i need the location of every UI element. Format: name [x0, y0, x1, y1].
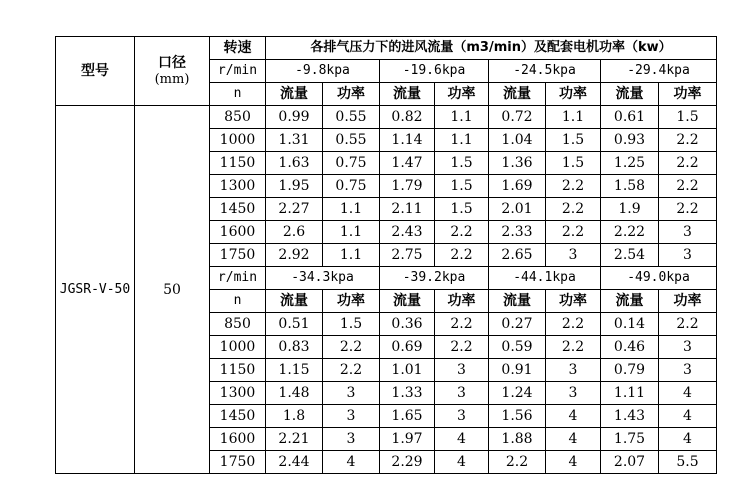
speed-cell: 1150 [210, 152, 266, 175]
flow-cell: 0.79 [601, 359, 659, 382]
power-header: 功率 [659, 290, 717, 313]
flow-cell: 1.8 [266, 405, 323, 428]
flow-cell: 1.36 [489, 152, 546, 175]
flow-cell: 1.24 [489, 382, 546, 405]
power-cell: 3 [546, 244, 601, 267]
flow-cell: 2.27 [266, 198, 323, 221]
power-cell: 3 [659, 359, 717, 382]
pressure-header: -19.6kpa [380, 60, 489, 83]
power-cell: 4 [546, 451, 601, 474]
power-cell: 4 [546, 405, 601, 428]
power-cell: 0.55 [323, 106, 380, 129]
power-cell: 4 [659, 428, 717, 451]
power-cell: 4 [323, 451, 380, 474]
power-cell: 2.2 [435, 221, 489, 244]
flow-header: 流量 [380, 83, 435, 106]
power-cell: 3 [659, 336, 717, 359]
flow-cell: 1.15 [266, 359, 323, 382]
flow-header: 流量 [601, 83, 659, 106]
flow-cell: 0.72 [489, 106, 546, 129]
flow-cell: 1.9 [601, 198, 659, 221]
power-cell: 4 [659, 405, 717, 428]
flow-cell: 0.99 [266, 106, 323, 129]
power-cell: 5.5 [659, 451, 717, 474]
flow-cell: 2.6 [266, 221, 323, 244]
flow-cell: 0.59 [489, 336, 546, 359]
power-header: 功率 [435, 290, 489, 313]
pressure-header: -34.3kpa [266, 267, 380, 290]
table-body [56, 37, 717, 474]
flow-cell: 0.36 [380, 313, 435, 336]
flow-cell: 1.04 [489, 129, 546, 152]
power-cell: 3 [435, 382, 489, 405]
power-cell: 0.55 [323, 129, 380, 152]
speed-cell: 1300 [210, 175, 266, 198]
power-cell: 3 [435, 405, 489, 428]
flow-cell: 1.75 [601, 428, 659, 451]
power-cell: 1.5 [435, 175, 489, 198]
rmin-label: r/min [210, 267, 266, 290]
flow-cell: 2.2 [489, 451, 546, 474]
power-cell: 2.2 [323, 336, 380, 359]
flow-cell: 1.63 [266, 152, 323, 175]
power-cell: 1.1 [435, 106, 489, 129]
power-cell: 2.2 [323, 359, 380, 382]
flow-cell: 2.33 [489, 221, 546, 244]
power-cell: 3 [659, 244, 717, 267]
power-cell: 1.1 [323, 198, 380, 221]
flow-cell: 0.27 [489, 313, 546, 336]
power-cell: 3 [546, 382, 601, 405]
flow-cell: 0.61 [601, 106, 659, 129]
flow-header: 流量 [380, 290, 435, 313]
flow-cell: 0.91 [489, 359, 546, 382]
flow-cell: 2.44 [266, 451, 323, 474]
bore-value: 50 [135, 106, 210, 474]
power-cell: 2.2 [546, 313, 601, 336]
power-cell: 4 [546, 428, 601, 451]
power-cell: 2.2 [659, 198, 717, 221]
speed-cell: 850 [210, 106, 266, 129]
power-cell: 1.1 [323, 244, 380, 267]
n-label: n [210, 83, 266, 106]
speed-header: 转速 [210, 37, 266, 60]
power-cell: 3 [323, 428, 380, 451]
power-cell: 1.5 [435, 152, 489, 175]
speed-cell: 1750 [210, 244, 266, 267]
flow-cell: 0.51 [266, 313, 323, 336]
power-cell: 2.2 [435, 313, 489, 336]
flow-cell: 1.11 [601, 382, 659, 405]
flow-cell: 1.69 [489, 175, 546, 198]
flow-cell: 1.56 [489, 405, 546, 428]
power-cell: 2.2 [435, 244, 489, 267]
power-cell: 1.5 [323, 313, 380, 336]
bore-unit: (mm) [154, 71, 190, 87]
speed-cell: 1000 [210, 336, 266, 359]
pressure-header: -49.0kpa [601, 267, 717, 290]
pressure-header: -9.8kpa [266, 60, 380, 83]
header-row-1 [56, 37, 717, 60]
flow-cell: 0.83 [266, 336, 323, 359]
power-cell: 2.2 [546, 198, 601, 221]
power-cell: 2.2 [659, 129, 717, 152]
speed-cell: 1150 [210, 359, 266, 382]
speed-cell: 1600 [210, 221, 266, 244]
table-title: 各排气压力下的进风流量（m3/min）及配套电机功率（kw） [266, 37, 717, 60]
flow-cell: 2.43 [380, 221, 435, 244]
flow-cell: 1.95 [266, 175, 323, 198]
flow-cell: 2.92 [266, 244, 323, 267]
power-cell: 1.1 [435, 129, 489, 152]
bore-label: 口径 [158, 54, 186, 71]
power-header: 功率 [435, 83, 489, 106]
pressure-header: -24.5kpa [489, 60, 601, 83]
flow-cell: 2.54 [601, 244, 659, 267]
power-cell: 1.1 [546, 106, 601, 129]
flow-cell: 1.43 [601, 405, 659, 428]
power-cell: 4 [435, 451, 489, 474]
rmin-label: r/min [210, 60, 266, 83]
model-header: 型号 [56, 37, 135, 106]
power-cell: 1.1 [323, 221, 380, 244]
power-cell: 2.2 [435, 336, 489, 359]
flow-cell: 2.01 [489, 198, 546, 221]
power-header: 功率 [323, 83, 380, 106]
fan-spec-table [55, 36, 717, 474]
flow-header: 流量 [601, 290, 659, 313]
speed-cell: 850 [210, 313, 266, 336]
flow-cell: 0.14 [601, 313, 659, 336]
power-cell: 2.2 [546, 175, 601, 198]
power-cell: 3 [546, 359, 601, 382]
speed-cell: 1000 [210, 129, 266, 152]
flow-header: 流量 [266, 290, 323, 313]
power-cell: 1.5 [546, 129, 601, 152]
speed-cell: 1450 [210, 198, 266, 221]
flow-cell: 2.22 [601, 221, 659, 244]
n-label: n [210, 290, 266, 313]
power-header: 功率 [659, 83, 717, 106]
power-cell: 0.75 [323, 175, 380, 198]
flow-cell: 0.82 [380, 106, 435, 129]
power-cell: 2.2 [659, 313, 717, 336]
flow-cell: 0.46 [601, 336, 659, 359]
pressure-header: -29.4kpa [601, 60, 717, 83]
power-cell: 4 [435, 428, 489, 451]
power-cell: 2.2 [659, 152, 717, 175]
speed-cell: 1600 [210, 428, 266, 451]
power-cell: 3 [323, 405, 380, 428]
flow-cell: 1.79 [380, 175, 435, 198]
power-cell: 3 [659, 221, 717, 244]
flow-cell: 1.33 [380, 382, 435, 405]
power-cell: 2.2 [659, 175, 717, 198]
flow-cell: 1.01 [380, 359, 435, 382]
flow-cell: 1.58 [601, 175, 659, 198]
flow-cell: 2.75 [380, 244, 435, 267]
flow-cell: 2.07 [601, 451, 659, 474]
flow-cell: 1.97 [380, 428, 435, 451]
flow-cell: 1.47 [380, 152, 435, 175]
table-row [56, 106, 717, 129]
flow-cell: 1.88 [489, 428, 546, 451]
bore-header [135, 37, 210, 106]
power-cell: 4 [659, 382, 717, 405]
flow-cell: 1.31 [266, 129, 323, 152]
pressure-header: -44.1kpa [489, 267, 601, 290]
flow-cell: 1.65 [380, 405, 435, 428]
power-cell: 2.2 [546, 336, 601, 359]
power-header: 功率 [546, 290, 601, 313]
flow-header: 流量 [489, 290, 546, 313]
power-cell: 0.75 [323, 152, 380, 175]
flow-cell: 2.21 [266, 428, 323, 451]
power-cell: 1.5 [546, 152, 601, 175]
flow-cell: 2.29 [380, 451, 435, 474]
speed-cell: 1300 [210, 382, 266, 405]
speed-cell: 1750 [210, 451, 266, 474]
flow-cell: 0.93 [601, 129, 659, 152]
speed-cell: 1450 [210, 405, 266, 428]
flow-cell: 1.25 [601, 152, 659, 175]
flow-cell: 1.48 [266, 382, 323, 405]
power-cell: 3 [435, 359, 489, 382]
flow-cell: 0.69 [380, 336, 435, 359]
flow-header: 流量 [266, 83, 323, 106]
power-header: 功率 [546, 83, 601, 106]
flow-cell: 2.65 [489, 244, 546, 267]
model-value: JGSR-V-50 [56, 106, 135, 474]
power-cell: 3 [323, 382, 380, 405]
flow-cell: 2.11 [380, 198, 435, 221]
flow-header: 流量 [489, 83, 546, 106]
flow-cell: 1.14 [380, 129, 435, 152]
power-cell: 2.2 [546, 221, 601, 244]
power-header: 功率 [323, 290, 380, 313]
power-cell: 1.5 [435, 198, 489, 221]
power-cell: 1.5 [659, 106, 717, 129]
pressure-header: -39.2kpa [380, 267, 489, 290]
